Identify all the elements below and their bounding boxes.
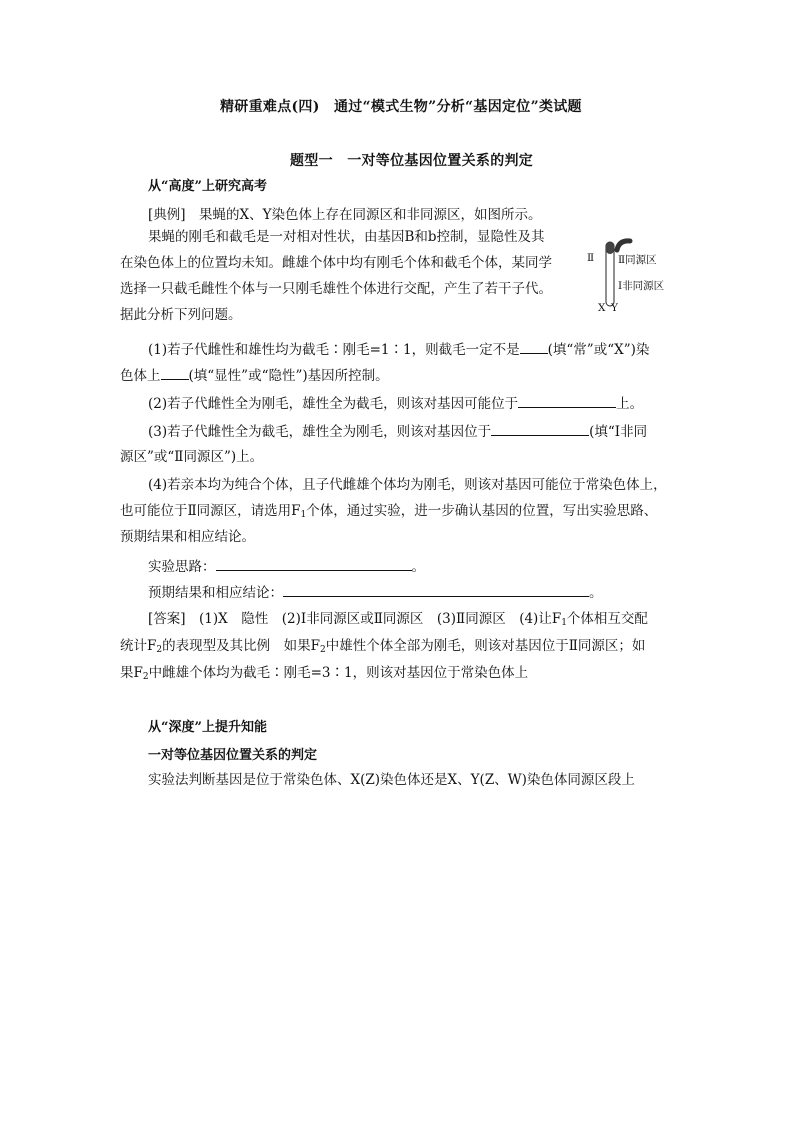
depth-paragraph: 实验法判断基因是位于常染色体、X(Z)染色体还是X、Y(Z、W)染色体同源区段上 (148, 772, 635, 788)
answer-text-2b: 的表现型及其比例 如果F (162, 638, 320, 654)
q1-text-d: (填“显性”或“隐性”)基因所控制。 (188, 368, 389, 384)
section-subtitle: 题型一 一对等位基因位置关系的判定 (290, 153, 534, 169)
chromosome-diagram (586, 236, 676, 318)
q4-text-a: 也可能位于Ⅱ同源区，请选用F (120, 503, 301, 519)
expected-result-end: 。 (589, 585, 603, 601)
q1-text-c: 色体上 (120, 368, 161, 384)
question-1-line-1 (148, 339, 649, 360)
answer-line-2 (120, 636, 645, 660)
question-1-line-2 (120, 365, 389, 386)
paragraph-line-1: 果蝇的刚毛和截毛是一对相对性状，由基因B和b控制，显隐性及其 (148, 229, 545, 245)
question-2 (148, 393, 643, 414)
answer-text-2c: 中雄性个体全部为刚毛，则该对基因位于Ⅱ同源区；如 (325, 638, 646, 654)
experiment-idea-end: 。 (411, 559, 425, 575)
q2-blank (518, 393, 616, 408)
q2-text-b: 上。 (616, 396, 644, 412)
q4-subscript: 1 (300, 510, 307, 520)
label-nonhomologous-region: Ⅰ非同源区 (618, 280, 665, 292)
section-heading-depth: 从“深度”上提升知能 (148, 720, 267, 735)
question-3-line-1 (148, 421, 647, 442)
label-roman-2: Ⅱ (587, 252, 595, 264)
answer-text-1b: 个体相互交配 (566, 611, 648, 627)
answer-line-1 (148, 609, 648, 633)
answer-subscript-4: 2 (142, 672, 149, 682)
answer-text-3b: 中雌雄个体均为截毛∶刚毛=3∶1，则该对基因位于常染色体上 (148, 665, 529, 681)
experiment-idea-row (148, 556, 425, 577)
page-title: 精研重难点(四) 通过“模式生物”分析“基因定位”类试题 (220, 99, 582, 115)
experiment-idea-label: 实验思路： (148, 559, 216, 575)
q1-text-b: (填“常”或“X”)染 (547, 342, 650, 358)
expected-result-blank (283, 582, 589, 597)
answer-line-3 (120, 663, 528, 687)
q2-text-a: (2)若子代雌性全为刚毛，雄性全为截毛，则该对基因可能位于 (148, 396, 519, 412)
answer-subscript-2: 2 (156, 645, 163, 655)
label-x: X (598, 302, 606, 314)
question-4-line-2 (120, 501, 657, 525)
answer-subscript-1: 1 (561, 618, 567, 628)
q3-text-a: (3)若子代雌性全为截毛，雄性全为刚毛，则该对基因位于 (148, 424, 492, 440)
answer-text-1a: [答案] (1)X 隐性 (2)Ⅰ非同源区或Ⅱ同源区 (3)Ⅱ同源区 (4)让F (148, 611, 562, 627)
expected-result-row (148, 582, 603, 603)
q4-text-b: 个体，通过实验，进一步确认基因的位置，写出实验思路、 (306, 503, 658, 519)
section-heading-height: 从“高度”上研究高考 (148, 179, 267, 194)
question-3-line-2: 源区”或“Ⅱ同源区”)上。 (120, 449, 264, 465)
q3-text-b: (填“Ⅰ非同 (589, 424, 648, 440)
example-intro: [典例] 果蝇的X、Y染色体上存在同源区和非同源区，如图所示。 (148, 207, 542, 223)
experiment-idea-blank (216, 556, 412, 571)
x-homologous-segment (606, 242, 614, 254)
q1-blank-2 (161, 365, 189, 380)
question-4-line-3: 预期结果和相应结论。 (120, 529, 255, 545)
answer-text-3a: 果F (120, 665, 143, 681)
answer-text-2a: 统计F (120, 638, 157, 654)
expected-result-label: 预期结果和相应结论： (148, 585, 283, 601)
y-chromosome-shape (617, 241, 630, 250)
q1-text-a: (1)若子代雌性和雄性均为截毛∶刚毛=1∶1，则截毛一定不是 (148, 342, 520, 358)
q1-blank-1 (520, 339, 548, 354)
paragraph-line-2: 在染色体上的位置均未知。雌雄个体中均有刚毛个体和截毛个体，某同学 (120, 255, 552, 271)
answer-subscript-3: 2 (319, 645, 326, 655)
paragraph-line-3: 选择一只截毛雌性个体与一只刚毛雄性个体进行交配，产生了若干子代。 (120, 281, 552, 297)
label-homologous-region: Ⅱ同源区 (618, 254, 657, 266)
q3-blank (491, 421, 589, 436)
question-4-line-1: (4)若亲本均为纯合个体，且子代雌雄个体均为刚毛，则该对基因可能位于常染色体上， (148, 477, 667, 493)
section-subheading: 一对等位基因位置关系的判定 (148, 748, 318, 763)
paragraph-line-4: 据此分析下列问题。 (120, 307, 242, 323)
label-y: Y (611, 302, 618, 314)
